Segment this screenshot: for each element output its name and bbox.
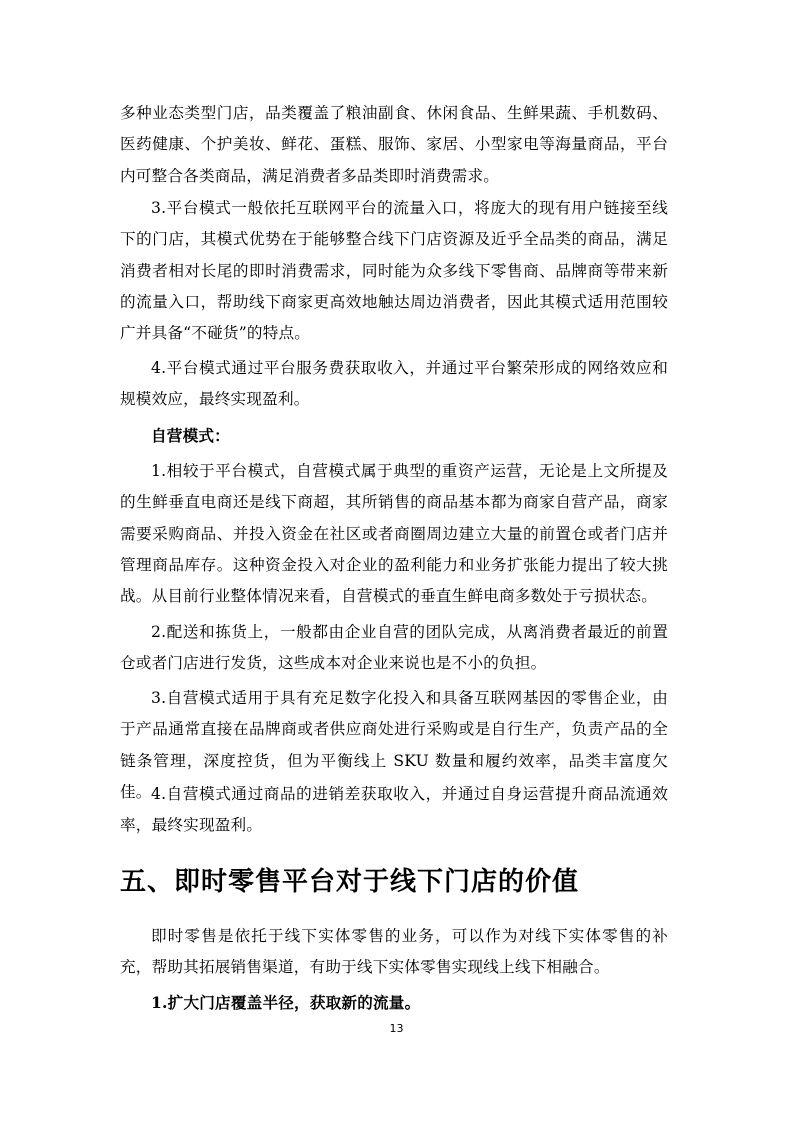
paragraph-self-3: 3.自营模式适用于具有充足数字化投入和具备互联网基因的零售企业，由于产品通常直接在品牌商或者供应商处进行采购或是自行生产，负责产品的全链条管理，深度控货，但为平衡线上 SKU 数量和履约效率，品类丰富度欠佳。	[120, 689, 668, 801]
section-point-1: 1.扩大门店覆盖半径，获取新的流量。	[151, 993, 421, 1012]
subheading-self-operated: 自营模式：	[151, 426, 230, 445]
paragraph-self-1: 1.相较于平台模式，自营模式属于典型的重资产运营，无论是上文所提及的生鲜垂直电商还是线下商超，其所销售的商品基本都为商家自营产品，商家需要采购商品、并投入资金在社区或者商圈周边建立大量的前置仓或者门店并管理商品库存。这种资金投入对企业的盈利能力和业务扩张能力提出了较大挑战。从目前行业整体情况来看，自营模式的垂直生鲜电商多数处于亏损状态。	[120, 462, 668, 606]
paragraph-categories: 多种业态类型门店，品类覆盖了粮油副食、休闲食品、生鲜果蔬、手机数码、医药健康、个护美妆、鲜花、蛋糕、服饰、家居、小型家电等海量商品，平台内可整合各类商品，满足消费者多品类即时消费需求。	[120, 104, 668, 185]
paragraph-self-4: 4.自营模式通过商品的进销差获取收入，并通过自身运营提升商品流通效率，最终实现盈利。	[120, 785, 668, 835]
paragraph-platform-4: 4.平台模式通过平台服务费获取收入，并通过平台繁荣形成的网络效应和规模效应，最终实现盈利。	[120, 359, 668, 409]
section-intro: 即时零售是依托于线下实体零售的业务，可以作为对线下实体零售的补充，帮助其拓展销售渠道，有助于线下实体零售实现线上线下相融合。	[120, 927, 668, 977]
paragraph-platform-3: 3.平台模式一般依托互联网平台的流量入口，将庞大的现有用户链接至线下的门店，其模式优势在于能够整合线下门店资源及近乎全品类的商品，满足消费者相对长尾的即时消费需求，同时能为众多线下零售商、品牌商等带来新的流量入口，帮助线下商家更高效地触达周边消费者，因此其模式适用范围较广并具备“不碰货”的特点。	[120, 199, 668, 343]
page-number: 13	[389, 1022, 404, 1035]
section-heading: 五、即时零售平台对于线下门店的价值	[120, 867, 580, 897]
paragraph-self-2: 2.配送和拣货上，一般都由企业自营的团队完成，从离消费者最近的前置仓或者门店进行发货，这些成本对企业来说也是不小的负担。	[120, 623, 668, 673]
